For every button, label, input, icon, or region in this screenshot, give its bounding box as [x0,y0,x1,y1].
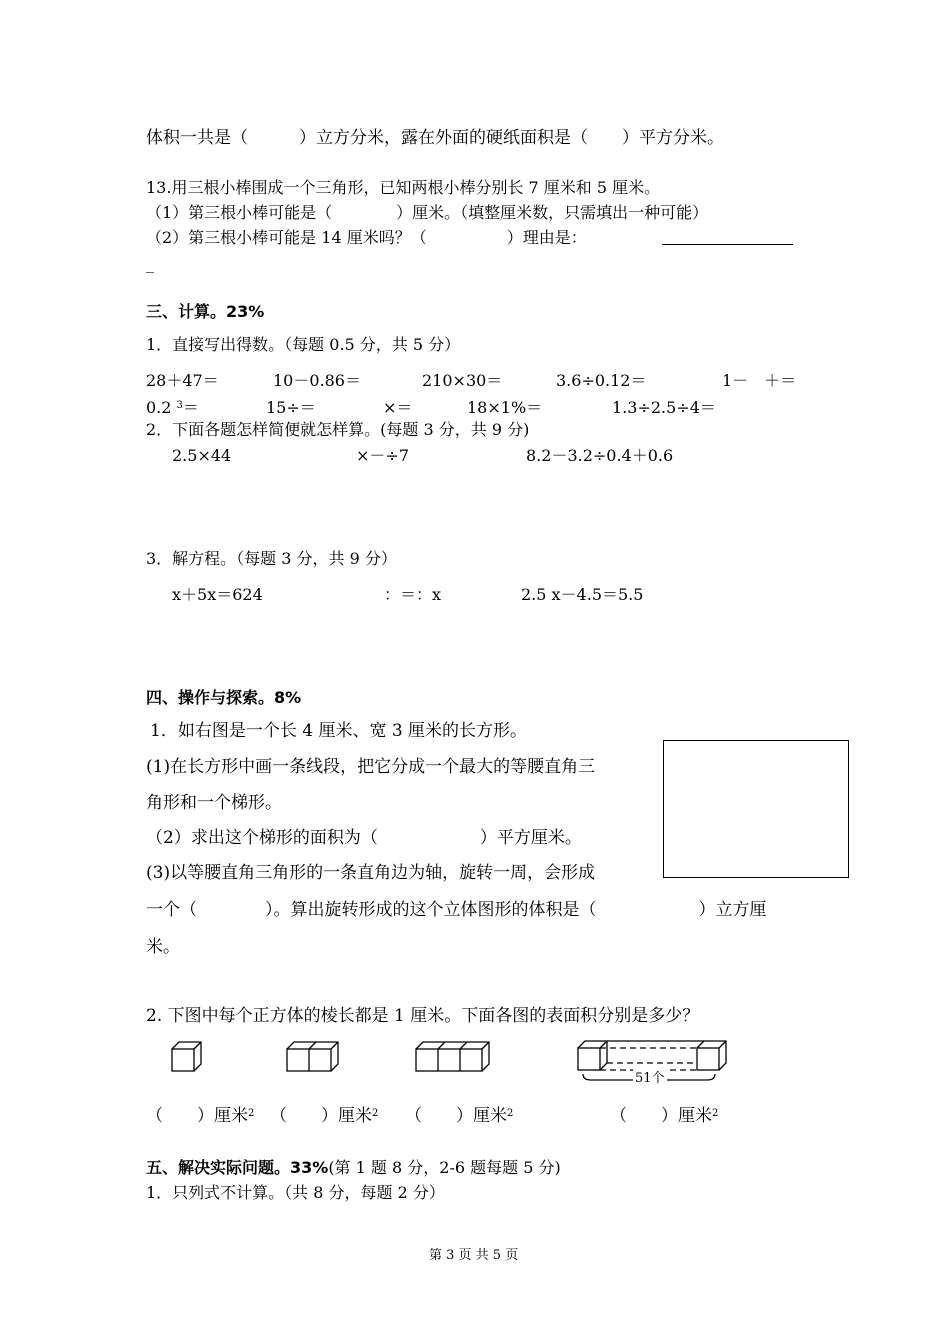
power-exponent: 3 [176,400,183,411]
answer-text: （ ）厘米 [146,1106,248,1126]
s4-q1-line: 角形和一个梯形。 [146,793,282,813]
q13-part1: （1）第三根小棒可能是（ ）厘米。（填整厘米数，只需填出一种可能） [146,203,709,222]
cube-figure-2 [287,1042,338,1071]
s4-q1-line: (3)以等腰直角三角形的一条直角边为轴，旋转一周，会形成 [146,863,596,883]
answer-text: （ ）厘米 [610,1106,712,1126]
answer-text: （ ）厘米 [270,1106,372,1126]
brace-label: 51个 [633,1069,667,1089]
oral-calc-item: 210×30＝ [422,371,503,390]
cube-figure-3 [416,1042,489,1071]
section3-title: 三、计算。23% [146,302,265,321]
s4-q1-line: (1)在长方形中画一条线段，把它分成一个最大的等腰直角三 [146,757,596,777]
s4-q1-line: 1．如右图是一个长 4 厘米、宽 3 厘米的长方形。 [150,721,528,741]
s3-q1-title: 1．直接写出得数。（每题 0.5 分，共 5 分） [146,335,461,354]
answer-sup: 2 [712,1108,719,1119]
answer-text: （ ）厘米 [405,1106,507,1126]
section5-title [146,1158,561,1178]
answer-blank-2 [270,1106,378,1126]
oral-calc-item: 3.6÷0.12＝ [556,371,647,390]
q12-tail-text: 体积一共是（ ）立方分米，露在外面的硬纸面积是（ ）平方分米。 [146,128,724,148]
section5-title-main: 五、解决实际问题。33% [146,1158,329,1177]
section5-title-note: (第 1 题 8 分，2-6 题每题 5 分) [328,1158,561,1177]
equation-item: 2.5 x－4.5＝5.5 [521,585,644,604]
oral-calc-item: 10－0.86＝ [273,371,361,390]
page-footer: 第 3 页 共 5 页 [429,1248,519,1263]
oral-calc-item: 15÷＝ [266,398,316,417]
simplify-item: 8.2－3.2÷0.4＋0.6 [526,446,674,465]
oral-calc-item: 1.3÷2.5÷4＝ [612,398,716,417]
answer-blank-1 [146,1106,254,1126]
answer-blank-4 [610,1106,718,1126]
q13-stem: 13.用三根小棒围成一个三角形，已知两根小棒分别长 7 厘米和 5 厘米。 [146,178,661,197]
answer-blank-3 [405,1106,513,1126]
s3-q3-title: 3．解方程。（每题 3 分，共 9 分） [146,549,397,568]
oral-calc-item: 28＋47＝ [146,371,219,390]
power-equals: ＝ [182,398,199,417]
s4-q1-line: 米。 [146,937,180,957]
oral-calc-item: 18×1%＝ [467,398,543,417]
oral-calc-item: 1－ ＋＝ [722,371,797,390]
s4-q1-line: （2）求出这个梯形的面积为（ ）平方厘米。 [146,828,582,848]
equation-item: ：＝：x [384,585,442,604]
equation-item: x＋5x＝624 [172,585,263,604]
q13-dash: _ [146,254,154,273]
cube-figure-1 [172,1042,201,1071]
s4-q1-line: 一个（ ）。算出旋转形成的这个立体图形的体积是（ ）立方厘 [146,900,767,920]
answer-sup: 2 [507,1108,514,1119]
oral-calc-item: ×＝ [383,398,413,417]
simplify-item: 2.5×44 [172,446,232,465]
simplify-item: ×－÷7 [356,446,409,465]
s4-q2-title: 2. 下图中每个正方体的棱长都是 1 厘米。下面各图的表面积分别是多少？ [146,1006,700,1026]
s3-q2-title: 2．下面各题怎样简便就怎样算。(每题 3 分，共 9 分) [146,420,530,439]
q13-part2: （2）第三根小棒可能是 14 厘米吗？（ ）理由是： [146,228,587,247]
section4-title: 四、操作与探索。8% [146,688,302,707]
s5-q1-title: 1．只列式不计算。（共 8 分，每题 2 分） [146,1183,445,1202]
answer-sup: 2 [372,1108,379,1119]
power-base: 0.2 [146,398,172,417]
answer-sup: 2 [248,1108,255,1119]
